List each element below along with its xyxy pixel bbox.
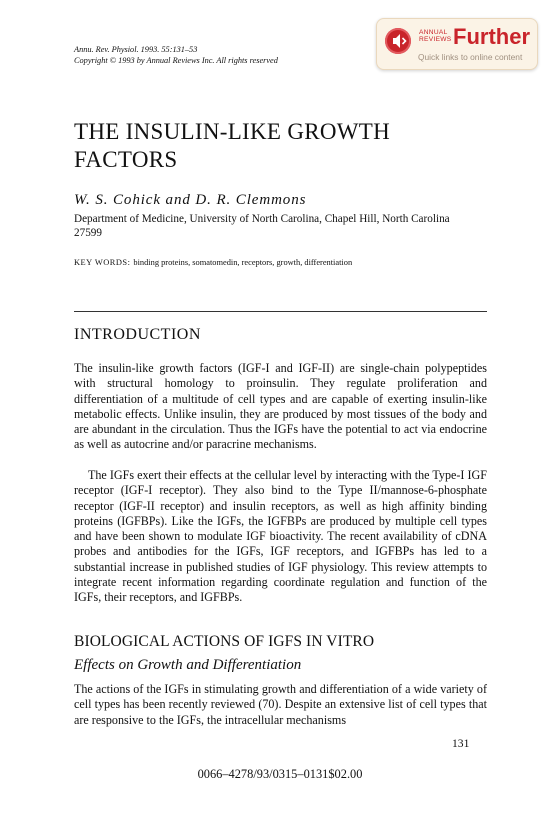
citation-line-2: Copyright © 1993 by Annual Reviews Inc. All rights reserved (74, 56, 278, 65)
effects-subheading: Effects on Growth and Differentiation (74, 657, 302, 673)
badge-annual-label: ANNUAL (419, 29, 448, 36)
citation-line-1: Annu. Rev. Physiol. 1993. 55:131–53 (74, 45, 198, 54)
intro-paragraph-2-text: The IGFs exert their effects at the cellular level by interacting with the Type-I IGF receptor (IGF-I receptor). They also bind to the Type II/mannose-6-phosphate receptor (IGF-II receptor) and insulin receptors, as well as high affinity binding proteins (IGFBPs). Like the IGFs, the IGFBPs are produced by multiple cell types and have been shown to modulate IGF bioactivity. The recent availability of cDNA probes and antibodies for the IGFs, IGF receptors, and IGFBPs has led to a substantial increase in published studies of IGF physiology. This review attempts to integrate recent information regarding coordinate regulation and function of the IGFs, their receptors, and IGFBPs. (74, 468, 487, 605)
keywords-line (74, 258, 352, 267)
biological-actions-heading: BIOLOGICAL ACTIONS OF IGFS IN VITRO (74, 633, 375, 650)
article-code: 0066–4278/93/0315–0131$02.00 (197, 767, 363, 781)
badge-reviews-label: REVIEWS (419, 36, 452, 43)
intro-paragraph-1: The insulin-like growth factors (IGF-I and IGF-II) are single-chain polypeptides with structural homology to proinsulin. They regulate proliferation and differentiation of a multitude of cell types and are capable of exerting insulin-like metabolic effects. Unlike insulin, they are produced by most tissues of the body and are abundant in the circulation. Thus the IGFs have the potential to act via endocrine as well as autocrine and/or paracrine mechanisms. (74, 361, 487, 452)
author-affiliation: Department of Medicine, University of North Carolina, Chapel Hill, North Carolina 27599 (74, 213, 450, 239)
article-title: THE INSULIN-LIKE GROWTH FACTORS (74, 119, 391, 172)
article-authors: W. S. Cohick and D. R. Clemmons (74, 192, 307, 208)
introduction-heading: INTRODUCTION (74, 326, 201, 343)
page-number: 131 (452, 737, 470, 750)
annual-reviews-further-badge[interactable] (376, 18, 538, 70)
keywords-list: binding proteins, somatomedin, receptors, growth, differentiation (133, 258, 353, 267)
badge-subtitle: Quick links to online content (418, 52, 523, 62)
section-divider (74, 311, 487, 312)
journal-citation (74, 44, 278, 66)
badge-further-label: Further (453, 24, 530, 49)
keywords-label: KEY WORDS: (74, 258, 131, 267)
effects-paragraph-1: The actions of the IGFs in stimulating growth and differentiation of a wide variety of cell types has been recently reviewed (70). Despite an extensive list of cell types that are responsive to the IGFs, the intracellular mechanisms (74, 682, 487, 727)
speaker-arrow-icon (385, 28, 411, 54)
intro-paragraph-2 (74, 468, 487, 606)
